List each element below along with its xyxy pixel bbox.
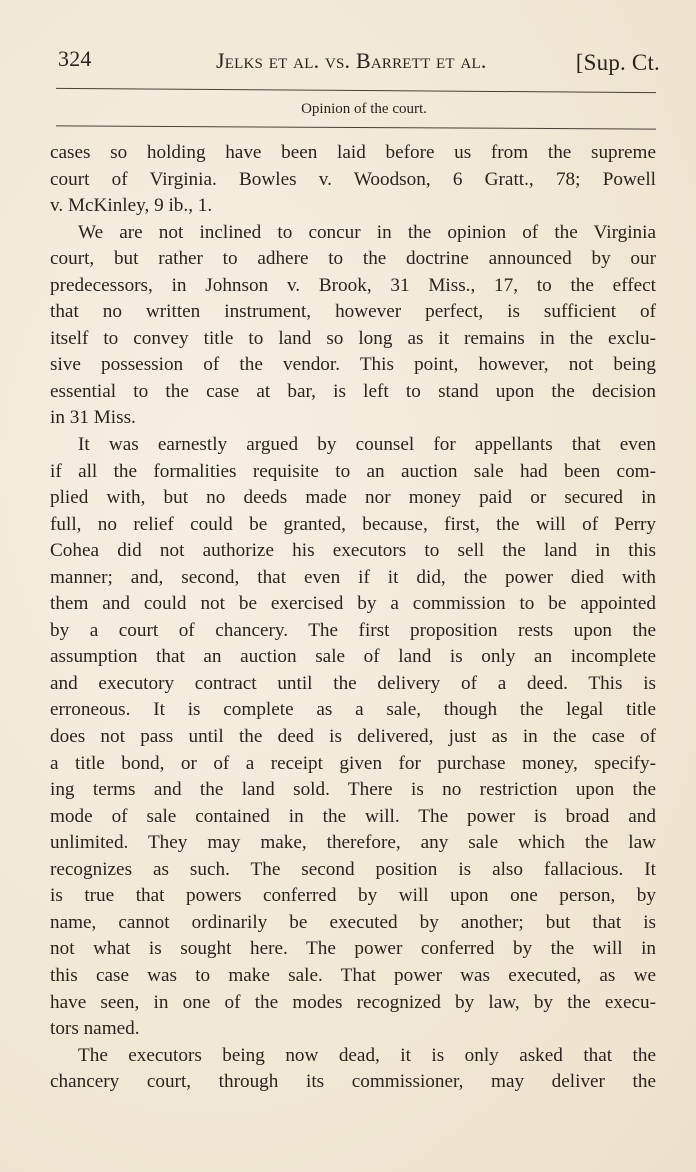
text-line: and executory contract until the delivery of a deed. This is [50, 672, 656, 694]
text-line: have seen, in one of the modes recognized by law, by the execu- [50, 991, 656, 1013]
text-line: itself to convey title to land so long as it remains in the exclu- [50, 327, 656, 349]
text-line: chancery court, through its commissioner, may deliver the [50, 1071, 656, 1093]
text-line: court, but rather to adhere to the doctrine announced by our [50, 248, 656, 270]
paragraph [50, 140, 656, 220]
opinion-text [50, 140, 656, 1096]
text-line: is true that powers conferred by will upon one person, by [50, 885, 656, 907]
text-line: assumption that an auction sale of land is only an incomplete [50, 646, 656, 668]
header-rule-bottom [56, 125, 656, 129]
page-number: 324 [58, 46, 92, 71]
text-line: essential to the case at bar, is left to stand upon the decision [50, 380, 656, 402]
case-title: Jelks et al. vs. Barrett et al. [216, 48, 487, 73]
text-line: cases so holding have been laid before us from the supreme [50, 142, 656, 163]
paragraph [50, 432, 656, 1043]
paragraph [50, 1043, 656, 1096]
text-line: v. McKinley, 9 ib., 1. [50, 195, 213, 217]
text-line: recognizes as such. The second position is also fallacious. It [50, 858, 656, 880]
text-line: erroneous. It is complete as a sale, though the legal title [50, 699, 656, 721]
text-line: sive possession of the vendor. This point, however, not being [50, 354, 656, 376]
text-line: a title bond, or of a receipt given for purchase money, specify- [50, 752, 656, 774]
text-line: manner; and, second, that even if it did, the power died with [50, 566, 656, 588]
text-line: court of Virginia. Bowles v. Woodson, 6 Gratt., 78; Powell [50, 168, 656, 190]
text-line: not what is sought here. The power conferred by the will in [50, 938, 656, 960]
text-line: name, cannot ordinarily be executed by another; but that is [50, 911, 656, 933]
section-heading: Opinion of the court. [301, 101, 427, 117]
text-line: ing terms and the land sold. There is no restriction upon the [50, 779, 656, 801]
running-head [58, 44, 666, 78]
text-line: this case was to make sale. That power was executed, as we [50, 964, 656, 986]
header-rule-top [56, 88, 656, 93]
text-line: them and could not be exercised by a commission to be appointed [50, 593, 656, 615]
text-line: The executors being now dead, it is only asked that the [78, 1044, 656, 1066]
text-line: unlimited. They may make, therefore, any sale which the law [50, 832, 656, 854]
text-line: predecessors, in Johnson v. Brook, 31 Miss., 17, to the effect [50, 274, 656, 296]
text-line: full, no relief could be granted, because, first, the will of Perry [50, 513, 656, 535]
text-line: plied with, but no deeds made nor money paid or secured in [50, 487, 656, 509]
text-line: tors named. [50, 1018, 140, 1040]
text-line: Cohea did not authorize his executors to sell the land in this [50, 540, 656, 562]
text-line: mode of sale contained in the will. The power is broad and [50, 805, 656, 827]
paragraph [50, 220, 656, 432]
text-line: We are not inclined to concur in the opinion of the Virginia [78, 221, 656, 243]
text-line: that no written instrument, however perfect, is sufficient of [50, 301, 656, 323]
text-line: does not pass until the deed is delivered, just as in the case of [50, 726, 656, 748]
text-line: by a court of chancery. The first proposition rests upon the [50, 619, 656, 641]
court-abbreviation: [Sup. Ct. [575, 50, 660, 75]
text-line: It was earnestly argued by counsel for appellants that even [78, 434, 656, 456]
text-line: in 31 Miss. [50, 407, 136, 429]
text-line: if all the formalities requisite to an auction sale had been com- [50, 460, 656, 482]
